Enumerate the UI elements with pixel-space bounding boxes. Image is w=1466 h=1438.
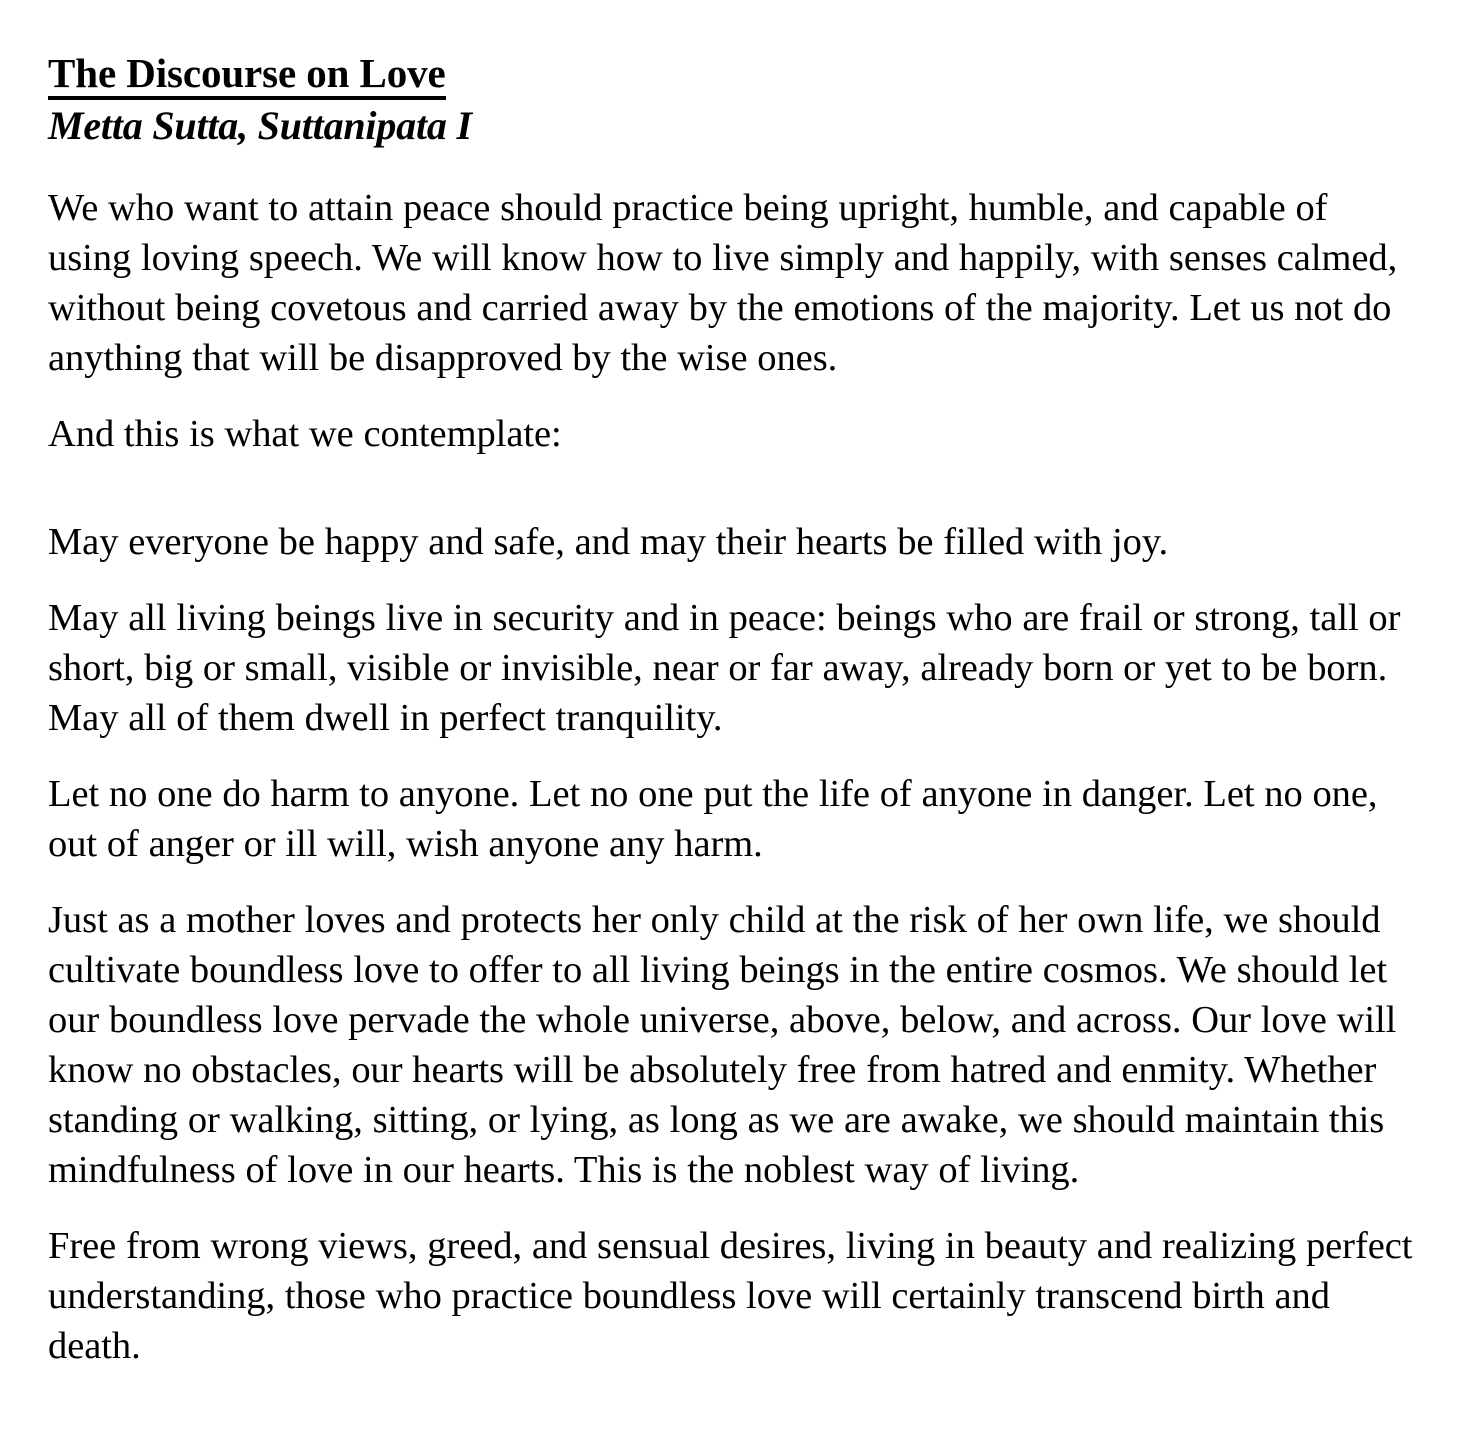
page-title: The Discourse on Love xyxy=(48,52,446,100)
paragraph-1: We who want to attain peace should practice being upright, humble, and capable of using loving speech. We will know how to live simply and happily, with senses calmed, without being covetous and carried away by the emotions of the majority. Let us not do anything that will be disapproved by the wise ones. xyxy=(48,187,1398,380)
paragraph-3: May everyone be happy and safe, and may their hearts be filled with joy. xyxy=(48,521,1169,564)
paragraph-7: Free from wrong views, greed, and sensual desires, living in beauty and realizing perfect understanding, those who practice boundless love will certainly transcend birth and death. xyxy=(48,1225,1413,1368)
paragraph-4: May all living beings live in security and in peace: beings who are frail or strong, tall or short, big or small, visible or invisible, near or far away, already born or yet to be born. May all of them dwell in perfect tranquility. xyxy=(48,597,1401,740)
paragraph-6: Just as a mother loves and protects her only child at the risk of her own life, we should cultivate boundless love to offer to all living beings in the entire cosmos. We should let our boundless love pervade the whole universe, above, below, and across. Our love will know no obstacles, our hearts will be absolutely free from hatred and enmity. Whether standing or walking, sitting, or lying, as long as we are awake, we should maintain this mindfulness of love in our hearts. This is the noblest way of living. xyxy=(48,899,1397,1192)
paragraph-5: Let no one do harm to anyone. Let no one put the life of anyone in danger. Let no one, out of anger or ill will, wish anyone any harm. xyxy=(48,773,1378,866)
title-container xyxy=(48,52,1420,100)
page-subtitle: Metta Sutta, Suttanipata I xyxy=(48,103,472,149)
document-body xyxy=(48,183,1420,1371)
paragraph-2: And this is what we contemplate: xyxy=(48,413,562,456)
